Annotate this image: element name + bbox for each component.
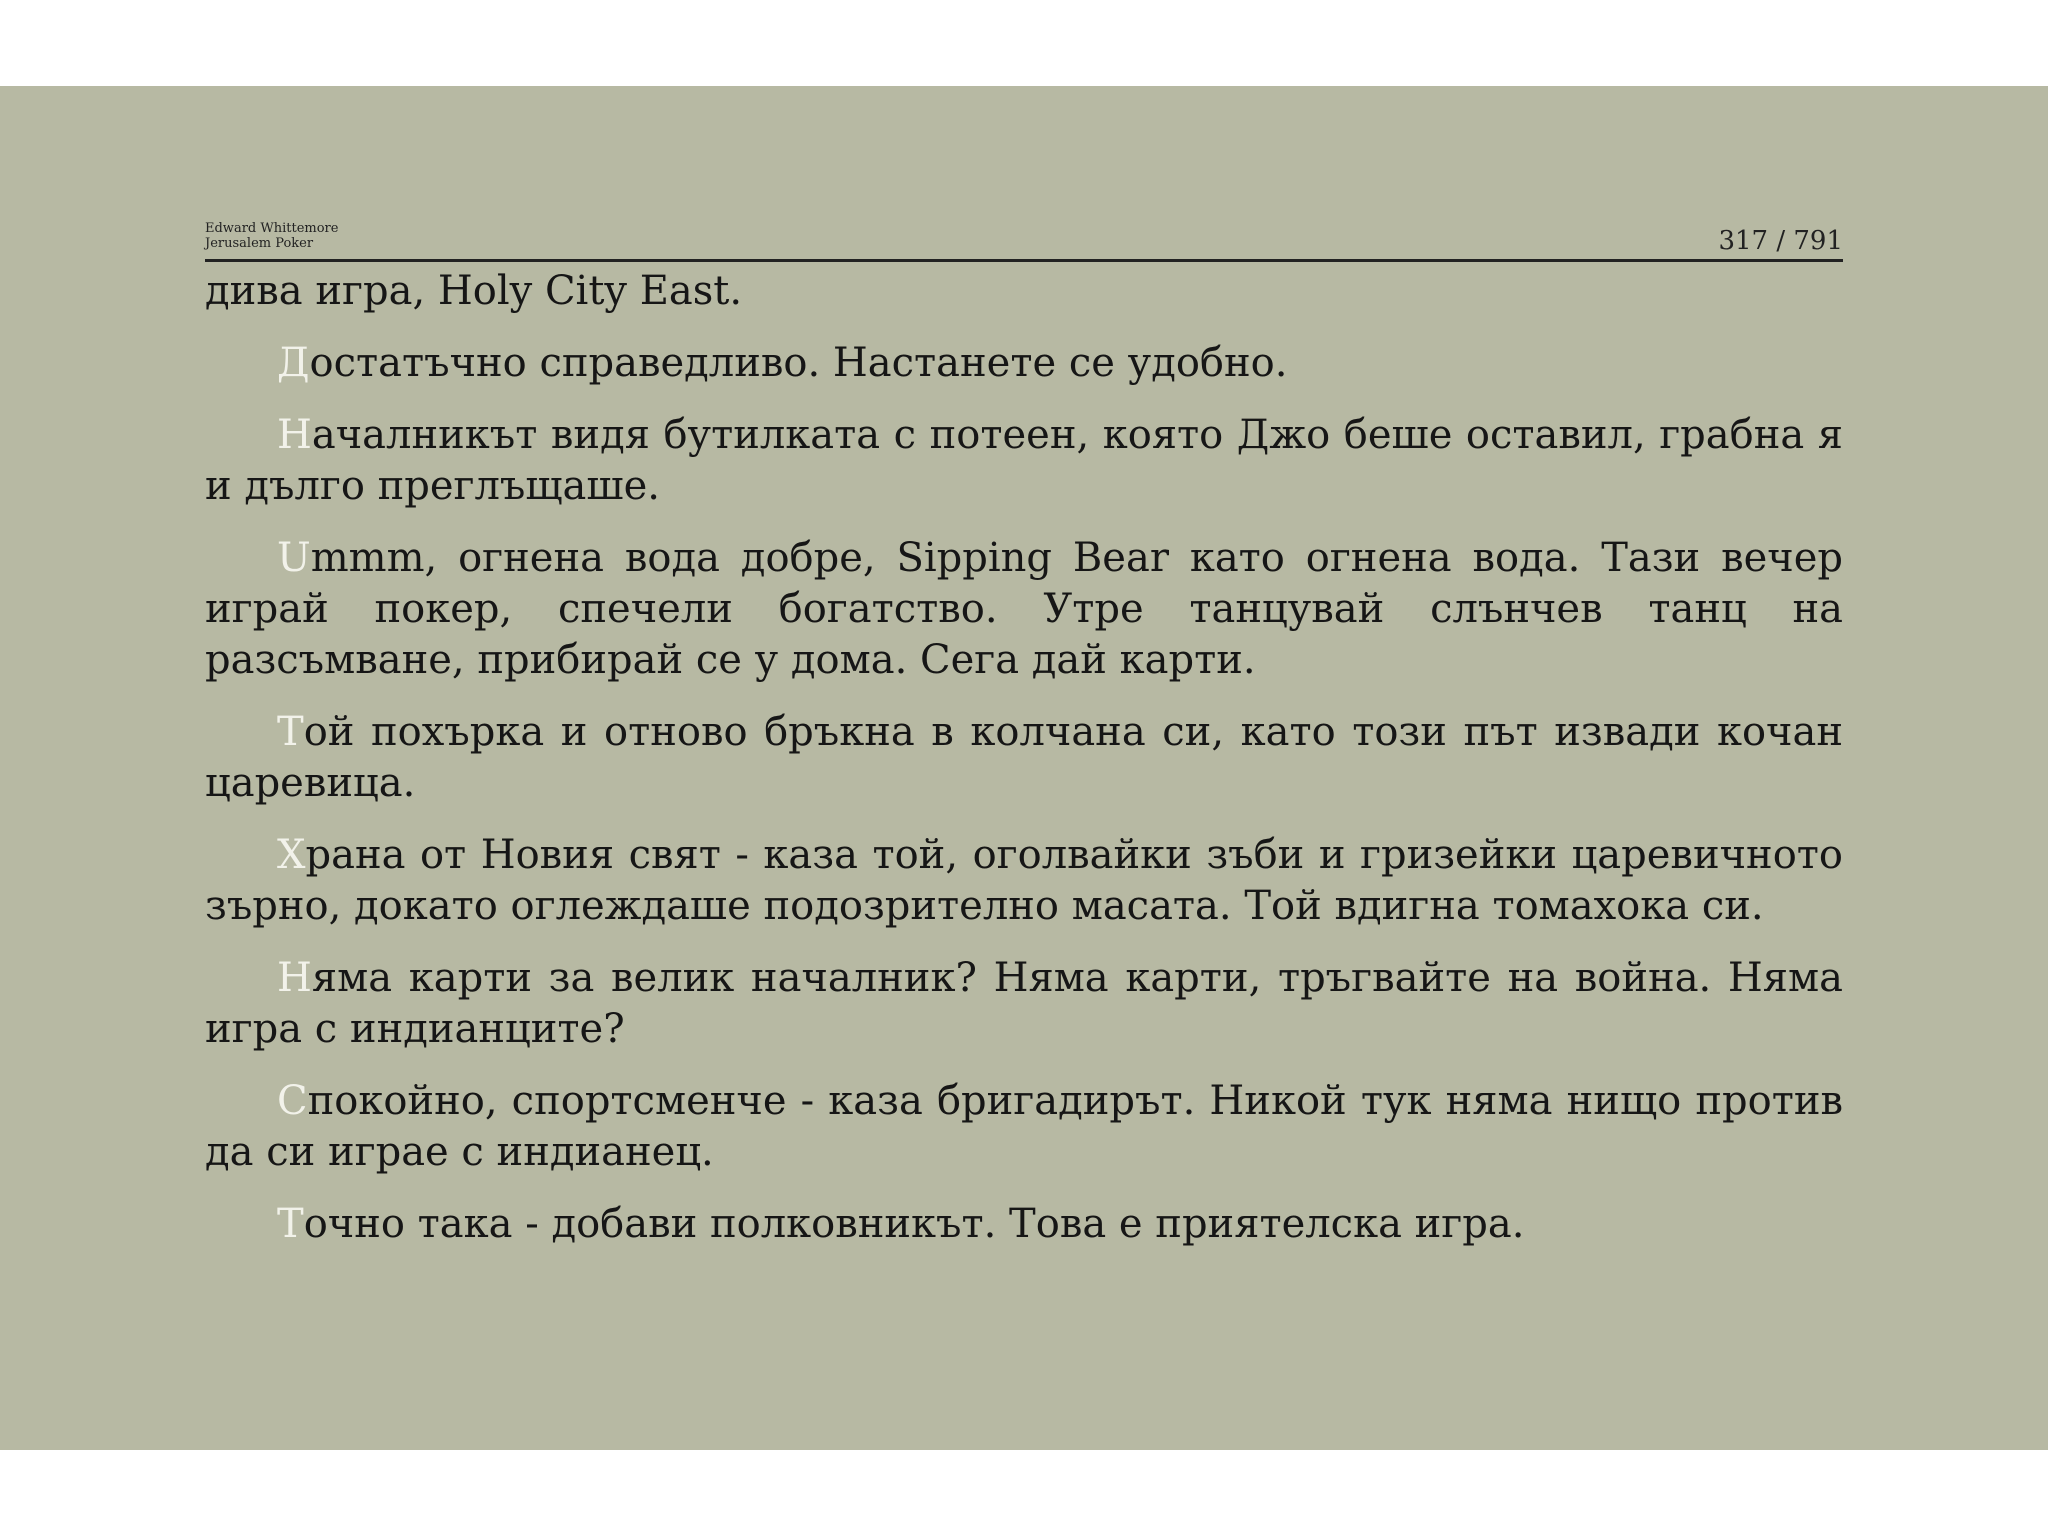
paragraph-initial: U	[277, 535, 311, 581]
paragraph	[205, 1199, 1843, 1250]
paragraph	[205, 830, 1843, 932]
paragraph-initial: Н	[277, 955, 312, 1001]
book-title: Jerusalem Poker	[205, 236, 314, 251]
paragraph	[205, 338, 1843, 389]
paragraph-text: mmm, огнена вода добре, Sipping Bear като огнена вода. Тази вечер играй покер, спечели богатство. Утре танцувай слънчев танц на разсъмване, прибирай се у дома. Сега дай карти.	[205, 535, 1843, 683]
author-name: Edward Whittemore	[205, 221, 339, 236]
paragraph-initial: С	[277, 1078, 308, 1124]
page-number: 317 / 791	[1718, 226, 1843, 256]
paragraph-text: покойно, спортсменче - каза бригадирът. Никой тук няма нищо против да си играе с индианец.	[205, 1078, 1843, 1175]
paragraph-initial: Т	[277, 709, 304, 755]
paragraph	[205, 953, 1843, 1055]
paragraph-initial: Д	[277, 340, 310, 386]
paragraph	[205, 707, 1843, 809]
paragraph	[205, 266, 1843, 317]
paragraph-text: остатъчно справедливо. Настанете се удобно.	[309, 340, 1288, 386]
page-header	[205, 136, 1843, 262]
paragraph-initial: Т	[277, 1201, 304, 1247]
paragraph-text: рана от Новия свят - каза той, оголвайки зъби и гризейки царевичното зърно, докато оглеждаше подозрително масата. Той вдигна томахока си.	[205, 832, 1843, 929]
paragraph	[205, 1076, 1843, 1178]
paragraph-text: яма карти за велик началник? Няма карти, тръгвайте на война. Няма игра с индианците?	[205, 955, 1843, 1052]
paragraph	[205, 533, 1843, 686]
paragraph-text: ой похърка и отново бръкна в колчана си, като този път извади кочан царевица.	[205, 709, 1843, 806]
paragraph-text: ачалникът видя бутилката с потеен, която Джо беше оставил, грабна я и дълго преглъщаше.	[205, 412, 1843, 509]
book-text	[205, 266, 1843, 1271]
paragraph	[205, 410, 1843, 512]
paragraph-initial: Х	[277, 832, 306, 878]
paragraph-text: дива игра, Holy City East.	[205, 268, 743, 314]
paragraph-initial: Н	[277, 412, 312, 458]
paragraph-text: очно така - добави полковникът. Това е приятелска игра.	[303, 1201, 1525, 1247]
